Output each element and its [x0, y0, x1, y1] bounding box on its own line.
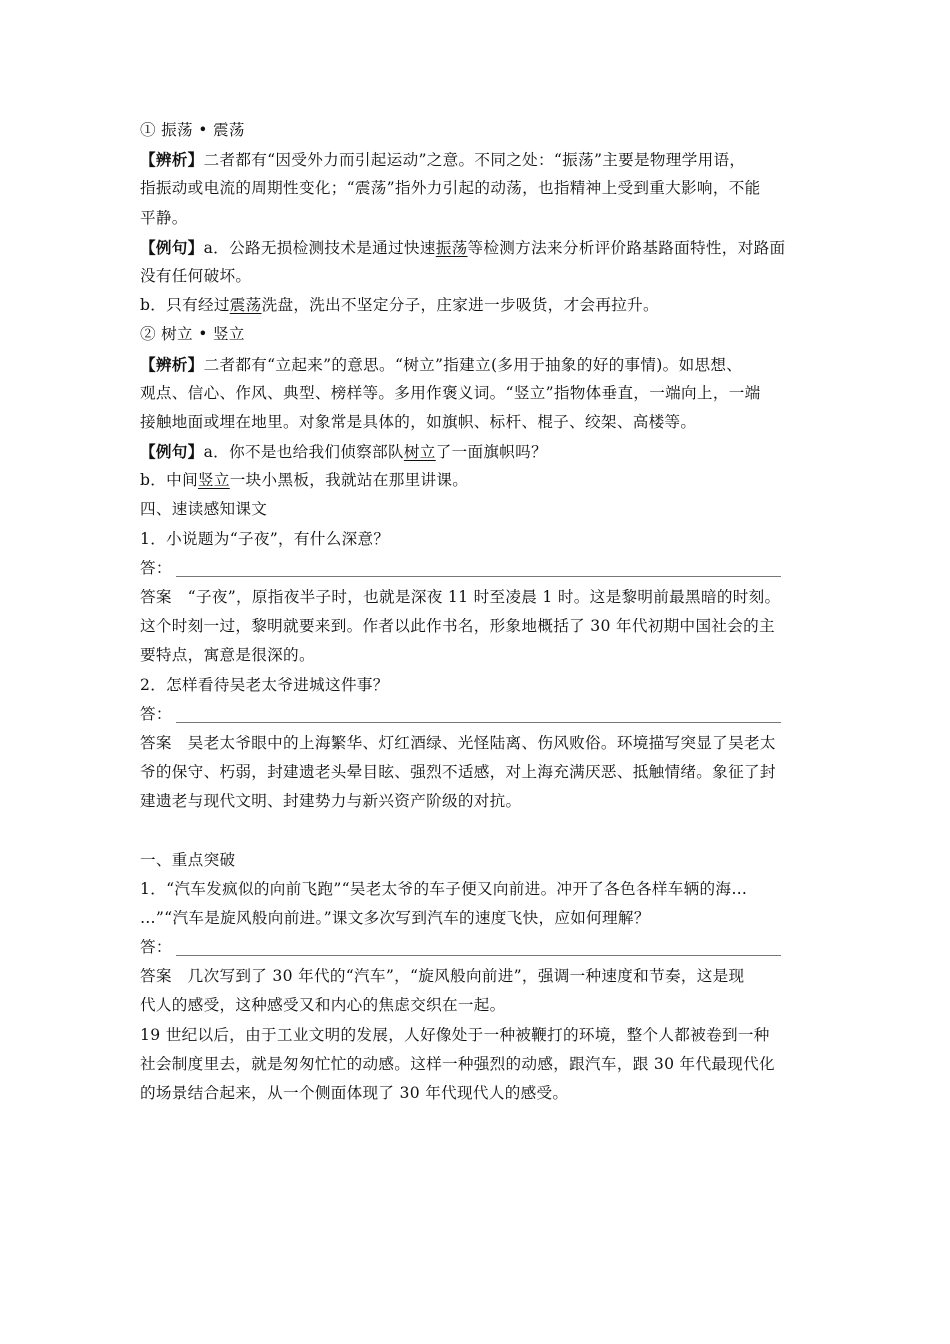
- answer-rule: [176, 955, 781, 956]
- example-text: 等检测方法来分析评价路基路面特性，对路面: [467, 238, 786, 257]
- question: …”“汽车是旋风般向前进。”课文多次写到汽车的速度飞快，应如何理解？: [140, 908, 650, 927]
- answer-text: 这个时刻一过，黎明就要来到。作者以此作书名，形象地概括了 30 年代初期中国社会的主: [140, 617, 775, 636]
- answer-label: 答：: [140, 704, 172, 723]
- section-heading: 四、速读感知课文: [140, 500, 268, 519]
- answer-text: 代人的感受，这种感受又和内心的焦虑交织在一起。: [140, 996, 506, 1015]
- bianxi-line: 观点、信心、作风、典型、榜样等。多用作褒义词。“竖立”指物体垂直，一端向上，一端: [140, 383, 761, 402]
- question: 1．“汽车发疯似的向前飞跑”“吴老太爷的车子便又向前进。冲开了各色各样车辆的海…: [140, 879, 748, 898]
- example-text: 一块小黑板，我就站在那里讲课。: [229, 471, 469, 490]
- answer-text: 的场景结合起来，从一个侧面体现了 30 年代现代人的感受。: [140, 1084, 569, 1102]
- spacer: [140, 817, 815, 846]
- question: 1．小说题为“子夜”，有什么深意？: [140, 529, 390, 548]
- answer-rule: [176, 722, 781, 723]
- bianxi-line: 指振动或电流的周期性变化；“震荡”指外力引起的动荡，也指精神上受到重大影响，不能: [140, 179, 761, 198]
- answer-text: 爷的保守、朽弱，封建遗老头晕目眩、强烈不适感，对上海充满厌恶、抵触情绪。象征了封: [140, 763, 776, 782]
- liju-tag: 【例句】: [140, 237, 204, 257]
- answer-blank[interactable]: [140, 554, 815, 583]
- question: 2．怎样看待吴老太爷进城这件事？: [140, 675, 389, 694]
- example-text: b．只有经过: [140, 296, 230, 315]
- example-text: a．你不是也给我们侦察部队: [203, 443, 404, 462]
- bianxi-text: 二者都有“因受外力而引起运动”之意。不同之处：“振荡”主要是物理学用语，: [203, 151, 746, 170]
- answer-text: 19 世纪以后，由于工业文明的发展，人好像处于一种被鞭打的环境，整个人都被卷到一种: [140, 1025, 770, 1044]
- answer-text: 答案 几次写到了 30 年代的“汽车”，“旋风般向前进”，强调一种速度和节奏，这是现: [140, 967, 745, 986]
- bianxi-line: 平静。: [140, 208, 188, 227]
- bianxi-line: [140, 145, 815, 174]
- answer-text: 建遗老与现代文明、封建势力与新兴资产阶级的对抗。: [140, 792, 522, 811]
- answer-label: 答：: [140, 938, 172, 957]
- underlined-term: 震荡: [229, 296, 262, 315]
- example-text: 了一面旗帜吗？: [435, 443, 547, 462]
- example-line: 没有任何破坏。: [140, 266, 252, 285]
- underlined-term: 树立: [403, 443, 436, 462]
- answer-text: 答案 吴老太爷眼中的上海繁华、灯红酒绿、光怪陆离、伤风败俗。环境描写突显了吴老太: [140, 733, 776, 752]
- example-line: [140, 291, 815, 320]
- section-heading: 一、重点突破: [140, 850, 236, 869]
- example-line: [140, 233, 815, 262]
- bianxi-line: 接触地面或埋在地里。对象常是具体的，如旗帜、标杆、棍子、绞架、高楼等。: [140, 412, 697, 431]
- answer-blank[interactable]: [140, 933, 815, 962]
- example-text: 洗盘，洗出不坚定分子，庄家进一步吸货，才会再拉升。: [261, 296, 659, 315]
- entry-title-zhendang: ① 振荡 • 震荡: [140, 121, 245, 139]
- bianxi-tag: 【辨析】: [140, 150, 204, 170]
- answer-blank[interactable]: [140, 700, 815, 729]
- document-page: [140, 116, 815, 1108]
- answer-text: 答案 “子夜”，原指夜半子时，也就是深夜 11 时至凌晨 1 时。这是黎明前最黑暗的时刻。: [140, 588, 781, 606]
- bianxi-tag: 【辨析】: [140, 354, 204, 374]
- example-line: [140, 437, 815, 466]
- bianxi-text: 二者都有“立起来”的意思。“树立”指建立(多用于抽象的好的事情)。如思想、: [203, 355, 743, 374]
- underlined-term: 振荡: [435, 238, 468, 257]
- example-text: a．公路无损检测技术是通过快速: [203, 238, 436, 257]
- bianxi-line: [140, 350, 815, 379]
- entry-title-shuli: ② 树立 • 竖立: [140, 325, 245, 344]
- answer-text: 要特点，寓意是很深的。: [140, 646, 315, 665]
- liju-tag: 【例句】: [140, 442, 204, 462]
- underlined-term: 竖立: [197, 471, 230, 490]
- answer-text: 社会制度里去，就是匆匆忙忙的动感。这样一种强烈的动感，跟汽车，跟 30 年代最现代化: [140, 1054, 775, 1073]
- example-line: [140, 466, 815, 495]
- answer-label: 答：: [140, 558, 172, 577]
- answer-rule: [176, 576, 781, 577]
- example-text: b．中间: [140, 471, 198, 490]
